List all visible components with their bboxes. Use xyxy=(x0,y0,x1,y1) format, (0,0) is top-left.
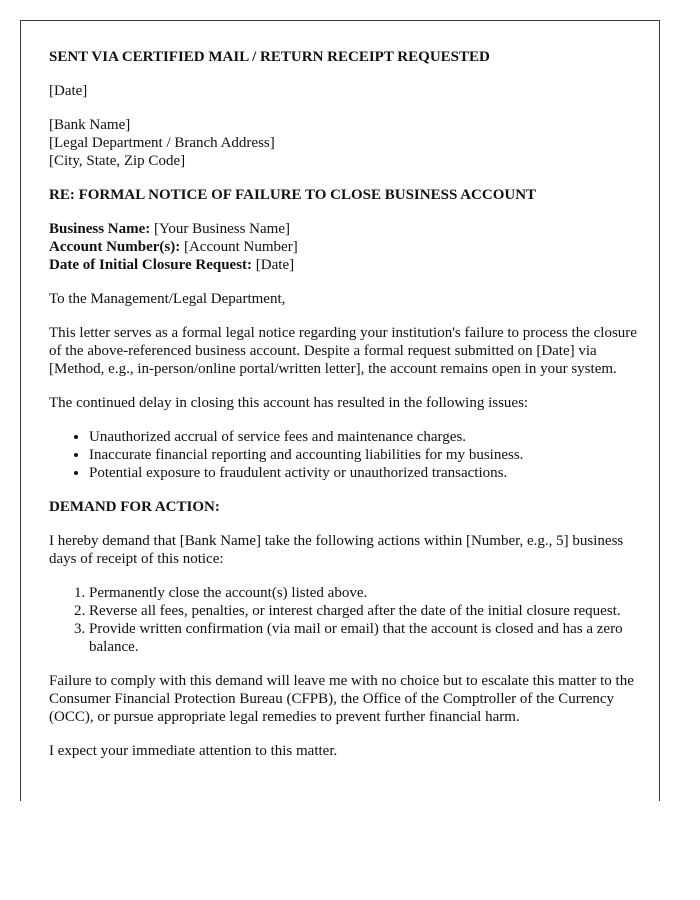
subject-line: RE: FORMAL NOTICE OF FAILURE TO CLOSE BUSINESS ACCOUNT xyxy=(49,187,537,203)
demands-list xyxy=(49,584,639,656)
issue-item: • Unauthorized accrual of service fees and maintenance charges. xyxy=(89,428,639,446)
business-name-label: Business Name: xyxy=(49,221,151,237)
closure-request-date-field xyxy=(49,256,639,274)
letter-date: [Date] xyxy=(49,83,88,99)
recipient-address xyxy=(49,116,639,170)
intro-paragraph: This letter serves as a formal legal notice regarding your institution's failure to process the closure of the above-referenced business account. Despite a formal request submitted on [Date] via [Method, e.g., in-person/online portal/written letter], the account remains open in your system. xyxy=(49,325,637,377)
issues-intro: The continued delay in closing this account has resulted in the following issues: xyxy=(49,395,529,411)
account-number-label: Account Number(s): xyxy=(49,239,181,255)
closing-line: I expect your immediate attention to this matter. xyxy=(49,743,338,759)
issues-list xyxy=(49,428,639,482)
letter-page xyxy=(20,20,660,801)
demand-intro: I hereby demand that [Bank Name] take the following actions within [Number, e.g., 5] business days of receipt of this notice: xyxy=(49,533,624,567)
account-number-field xyxy=(49,238,639,256)
letter-content xyxy=(49,48,639,776)
account-details xyxy=(49,220,639,274)
demand-item: 3. Provide written confirmation (via mail or email) that the account is closed and has a zero balance. xyxy=(89,620,639,656)
closure-request-date-label: Date of Initial Closure Request: xyxy=(49,257,253,273)
demand-item: 2. Reverse all fees, penalties, or interest charged after the date of the initial closure request. xyxy=(89,602,639,620)
business-name-field xyxy=(49,220,639,238)
issue-item: • Inaccurate financial reporting and accounting liabilities for my business. xyxy=(89,446,639,464)
demand-heading: DEMAND FOR ACTION: xyxy=(49,499,220,515)
business-name-value: [Your Business Name] xyxy=(150,221,290,237)
delivery-notice: SENT VIA CERTIFIED MAIL / RETURN RECEIPT REQUESTED xyxy=(49,49,490,65)
demand-item: 1. Permanently close the account(s) listed above. xyxy=(89,584,639,602)
recipient-bank-name: [Bank Name] xyxy=(49,117,131,133)
escalation-paragraph: Failure to comply with this demand will leave me with no choice but to escalate this matter to the Consumer Financial Protection Bureau (CFPB), the Office of the Comptroller of the Currency (OCC), or pursue appropriate legal remedies to prevent further financial harm. xyxy=(49,673,634,725)
account-number-value: [Account Number] xyxy=(180,239,298,255)
closure-request-date-value: [Date] xyxy=(252,257,295,273)
salutation: To the Management/Legal Department, xyxy=(49,291,286,307)
issue-item: • Potential exposure to fraudulent activity or unauthorized transactions. xyxy=(89,464,639,482)
recipient-city-state-zip: [City, State, Zip Code] xyxy=(49,153,186,169)
recipient-department-address: [Legal Department / Branch Address] xyxy=(49,135,275,151)
